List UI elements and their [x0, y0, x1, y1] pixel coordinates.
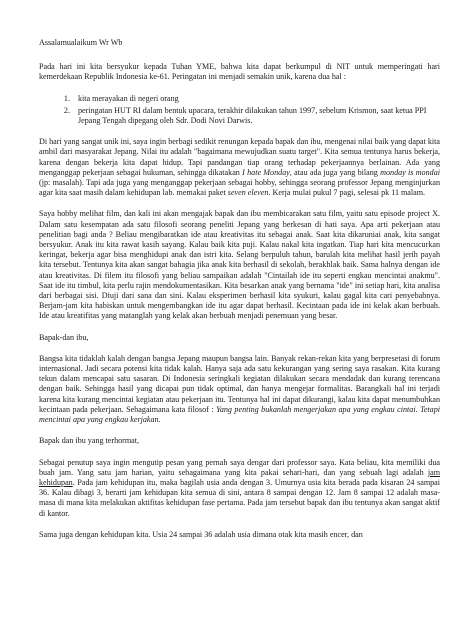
greeting: Assalamualaikum Wr Wb [39, 38, 123, 47]
paragraph-last: Sama juga dengan kehidupan kita. Usia 24 sampai 36 adalah usia dimana otak kita masih encer, dan [39, 529, 363, 539]
paragraph-film: Saya hobby melihat film, dan kali ini akan mengajak bapak dan ibu membicarakan satu film, yaitu satu episode project X. Dalam satu kesempatan ada satu filosofi seorang peneliti Jepang yang berkesan di hati saya. Apa arti pekerjaan atau penelitian bagi anda ? Beliau mengibaratkan ide atau kreativitas itu sebagai anak. Saat kita dikaruniai anak, kita sangat bersyukur. Anak itu kita rawat kasih sayang. Kalau baik kita puji. Kalau nakal kita ingatkan. Tiap hari kita mencucurkan keringat, bekerja agar bisa menghidupi anak dan istri kita. Selang berpuluh tahun, barulah kita melihat hasil jerih payah kita tersebut. Tentunya kita akan sangat bahagia jika anak kita berhasil di sekolah, berakhlak baik. Sama halnya dengan ide atau kreativitas. Di filem itu filosofi yang beliau sampaikan adalah "Cintailah ide itu seperti engkau mencintai anakmu". Saat ide itu timbul, kita perlu rajin mendokumentasikan. Kita besarkan anak yang bernama "ide" ini setiap hari, kita analisa dari berbagai sisi. Diuji dari sana dan sini. Kalau eksperimen berhasil kita syukuri, kalau gagal kita cari penyebabnya. Berjam-jam kita habiskan untuk mengembangkan ide itu agar dapat berhasil. Kecintaan pada ide ini kelak akan berbuah. Ide atau kreatifitas yang matanglah yang kelak akan berbuah menjadi penemuan yang besar. [39, 209, 440, 321]
paragraph-closing: Sebagai penutup saya ingin mengutip pesan yang pernah saya dengar dari professor saya. Kata beliau, kita memiliki dua buah jam. Yang satu jam harian, yaitu sebagaimana yang kita pakai sehari-hari, dan yang sebuah lagi adalah jam kehidupan. Pada jam kehidupan itu, maka bagilah usia anda dengan 3. Umurnya usia kita berada pada kisaran 24 sampai 36. Kalau dibagi 3, berarti jam kehidupan kita semua di sini, antara 8 sampai dengan 12. Jam 8 sampai 12 adalah masa-masa di mana kita melakukan aktifitas kehidupan fase pertama. Pada jam tersebut bapak dan ibu tentunya akan sangat aktif di kantor. [39, 457, 440, 518]
list-item: 1. kita merayakan di negeri orang [72, 94, 440, 104]
list-item: 2. peringatan HUT RI dalam bentuk upacara, terakhir dilakukan tahun 1997, sebelum Krismon, saat ketua PPI Jepang Tengah dipegang oleh Sdr. Dodi Novi Darwis. [72, 106, 440, 126]
paragraph-nation: Bangsa kita tidaklah kalah dengan bangsa Jepang maupun bangsa lain. Banyak rekan-rekan kita yang berpresetasi di forum internasional. Jadi secara potensi kita tidak kalah. Hanya saja ada satu kekurangan yang sering saya rasakan. Kita kurang tekun dalam mencapai satu sasaran. Di Indonesia seringkali kegiatan dilakukan secara mendadak dan kurang terencana dengan baik. Sehingga hasil yang dicapai pun tidak optimal, dan hanya mengejar formalitas. Barangkali hal ini terjadi karena kita kurang mencintai kegiatan atau pekerjaan itu. Tentunya hal ini dapat dikurangi, kalau kita dapat menumbuhkan kecintaan pada pekerjaan. Sebagaimana kata filosof : Yang penting bukanlah mengerjakan apa yang engkau cintai. Tetapi mencintai apa yang engkau kerjakan. [39, 353, 441, 425]
reason-list [39, 94, 440, 127]
paragraph-work-views: Di hari yang sangat unik ini, saya ingin berbagi sedikit renungan kepada bapak dan ibu, mengenai nilai baik yang dapat kita ambil dari masyarakat Jepang. Nilai itu adalah "bagaimana mewujudkan suatu target". Kita semua tentunya harus bekerja, karena dengan bekerja kita dapat hidup. Tapi pandangan tiap orang terhadap pekerjaannya berlainan. Ada yang menganggap pekerjaan sebagai hukuman, sehingga dikatakan I hate Monday, atau ada juga yang bilang monday is mondai (jp: masalah). Tapi ada juga yang menganggap pekerjaan sebagai hobby, sehingga seorang professor Jepang menginjurkan agar kita saat masih dalam kehidupan lab. memakai paket seven eleven. Kerja mulai pukul 7 pagi, selesai pk 11 malam. [39, 137, 440, 198]
salutation-2: Bapak dan ibu yang terhormat, [39, 436, 140, 446]
salutation-1: Bapak-dan ibu, [39, 332, 89, 342]
paragraph-intro: Pada hari ini kita bersyukur kepada Tuhan YME, bahwa kita dapat berkumpul di NIT untuk memperingati hari kemerdekaan Republik Indonesia ke-61. Peringatan ini menjadi semakin unik, karena dua hal : [39, 62, 440, 82]
